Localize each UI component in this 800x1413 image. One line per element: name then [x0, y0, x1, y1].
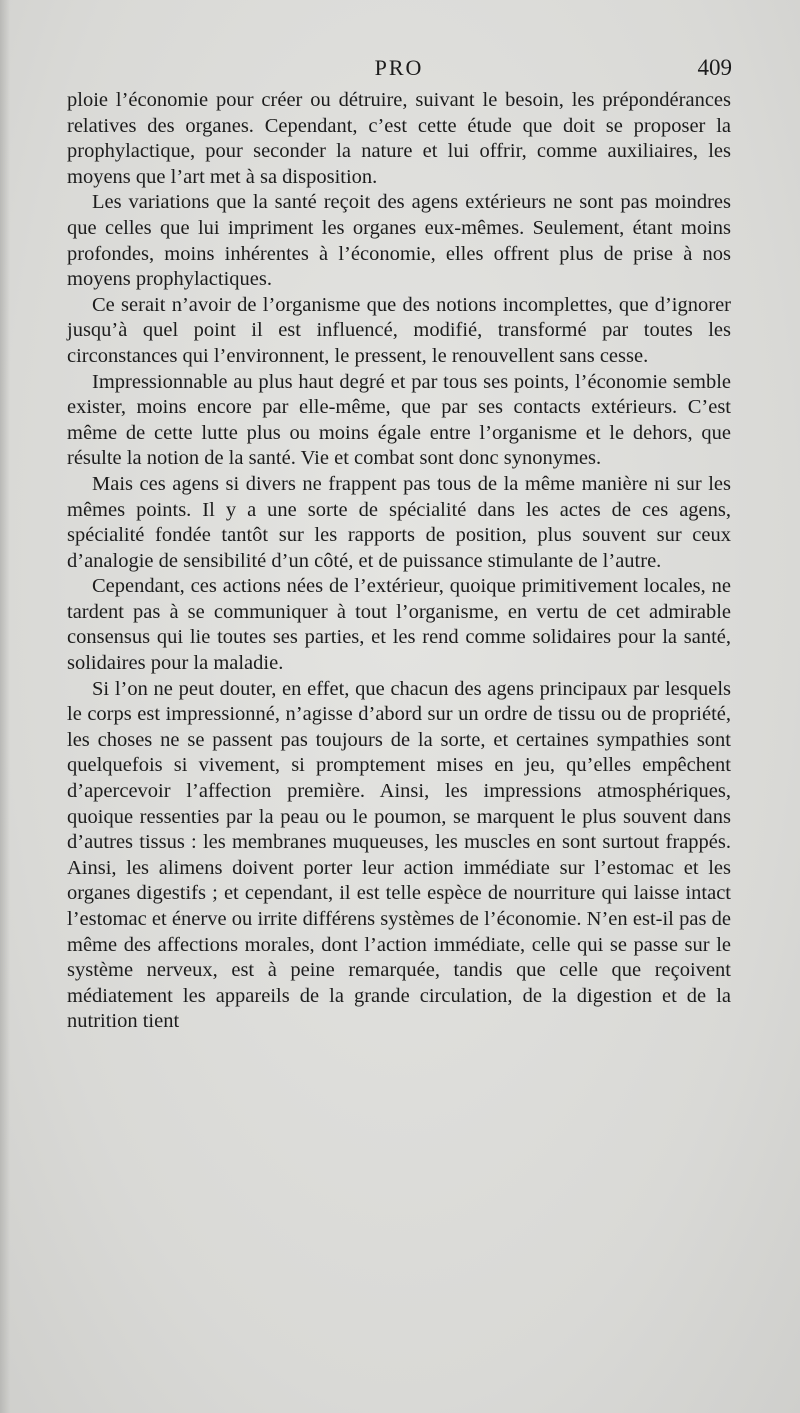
paragraph: Ce serait n’avoir de l’organisme que des notions incomplettes, que d’ignorer jusqu’à quel point il est influencé, modifié, transformé par toutes les circonstances qui l’environnent, le pressent, le renouvellent sans cesse.	[67, 293, 731, 367]
running-head: PRO	[374, 55, 424, 80]
paragraph: Impressionnable au plus haut degré et par tous ses points, l’économie semble exister, moins encore par elle-même, que par ses contacts extérieurs. C’est même de cette lutte plus ou moins égale entre l’organisme et le dehors, que résulte la notion de la santé. Vie et combat sont donc synonymes.	[67, 370, 731, 470]
page-edge-shadow	[0, 0, 10, 1413]
paragraph: Les variations que la santé reçoit des agens extérieurs ne sont pas moindres que celles que lui impriment les organes eux-mêmes. Seulement, étant moins profondes, moins inhérentes à l’économie, elles offrent plus de prise à nos moyens prophylactiques.	[67, 191, 731, 291]
paragraph: Si l’on ne peut douter, en effet, que chacun des agens principaux par lesquels le corps est impressionné, n’agisse d’abord sur un ordre de tissu ou de propriété, les choses ne se passent pas toujours de la sorte, et certaines sympathies sont quelquefois si vivement, si promptement mises en jeu, qu’elles empêchent d’apercevoir l’affection première. Ainsi, les impressions atmosphériques, quoique ressenties par la peau ou le poumon, se marquent le plus souvent dans d’autres tissus : les membranes muqueuses, les muscles en sont surtout frappés. Ainsi, les alimens doivent porter leur action immédiate sur l’estomac et les organes digestifs ; et cependant, il est telle espèce de nourriture qui laisse intact l’estomac et énerve ou irrite différens systèmes de l’économie. N’en est-il pas de même des affections morales, dont l’action immédiate, celle qui se passe sur le système nerveux, est à peine remarquée, tandis que celle que reçoivent médiatement les appareils de la grande circulation, de la digestion et de la nutrition tient	[67, 677, 731, 1033]
body-text	[67, 88, 731, 1035]
page-number: 409	[697, 55, 732, 80]
paragraph: Cependant, ces actions nées de l’extérieur, quoique primitivement locales, ne tardent pas à se communiquer à tout l’organisme, en vertu de cet admirable consensus qui lie toutes ses parties, et les rend comme solidaires pour la santé, solidaires pour la maladie.	[67, 575, 731, 675]
paragraph: Mais ces agens si divers ne frappent pas tous de la même manière ni sur les mêmes points. Il y a une sorte de spécialité dans les actes de ces agens, spécialité fondée tantôt sur les rapports de position, plus souvent sur ceux d’analogie de sensibilité d’un côté, et de puissance stimulante de l’autre.	[67, 472, 731, 572]
page-header	[66, 55, 732, 85]
paragraph: ploie l’économie pour créer ou détruire, suivant le besoin, les prépondérances relatives des organes. Cependant, c’est cette étude que doit se proposer la prophylactique, pour seconder la nature et lui offrir, comme auxiliaires, les moyens que l’art met à sa disposition.	[67, 89, 731, 188]
